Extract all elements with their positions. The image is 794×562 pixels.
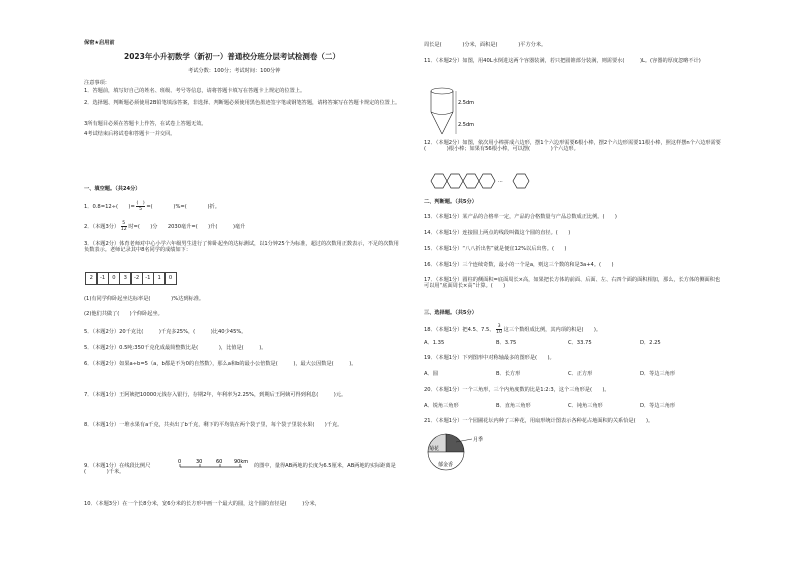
grid-cell: 0 bbox=[108, 272, 120, 285]
question-9-part-b: 的图中，量得AB两地的长度为6.5厘米，AB两地的实际距离是( )千米。 bbox=[84, 463, 396, 476]
section-3-heading: 三、选择题。（共5分） bbox=[424, 310, 477, 316]
pie-label-juhua: 菊花 bbox=[429, 446, 440, 452]
note-2: 2．选择题、判断题必须使用2B铅笔填涂答案，非选择、判断题必须使用黑色墨迹签字笔或钢笔答题，请将答案写在答题卡规定的位置上。 bbox=[84, 100, 401, 106]
fraction: $\frac{3}{10}$ bbox=[496, 324, 503, 335]
grid-cell: 3 bbox=[119, 272, 131, 285]
question-7: 7．（本题1分）王阿姨把10000元钱存入银行，存期2年，年利率为2.25%，到期后王阿姨可得到利息( )元。 bbox=[84, 392, 347, 398]
scale-tick-label: 0 bbox=[178, 459, 182, 465]
score-grid bbox=[86, 272, 177, 285]
q18-option-c[interactable]: C．33.75 bbox=[568, 340, 592, 346]
cylinder-cone-figure bbox=[428, 86, 488, 138]
question-21: 21．（本题1分）一个园圃花坛内种了三种花，用扇形统计图表示各种花占地面积的关系恰是( )。 bbox=[424, 418, 654, 424]
fraction: $\frac{5}{12}$ bbox=[120, 221, 127, 232]
question-4: 5．（本题2分）20千克比( )千克多25%，( )比40少45%。 bbox=[84, 329, 247, 335]
q20-option-c[interactable]: C．钝角三角形 bbox=[568, 403, 603, 409]
dimension-label: 2.5dm bbox=[458, 100, 474, 106]
grid-cell: -1 bbox=[97, 272, 109, 285]
hexagon-sequence-figure bbox=[430, 172, 540, 192]
question-5: 5．（本题2分）0.5吨:350千克化成最简整数比是( )，比值是( )。 bbox=[84, 345, 267, 351]
question-16: 16．（本题1分）三个连续奇数，最小的一个是a，则这三个数的和是3a+4。( ) bbox=[424, 262, 614, 268]
q19-option-b[interactable]: B．长方形 bbox=[496, 371, 521, 377]
grid-cell: 1 bbox=[153, 272, 165, 285]
note-3: 3所有题目必须在答题卡上作答，在试卷上答题无效。 bbox=[84, 121, 207, 127]
question-3-sub-1: (1)有同学仰卧起坐达标率是( )%达到标准。 bbox=[84, 296, 205, 302]
question-13: 13．（本题1分）某产品的合格率一定，产品的合格数量与产品总数成正比例。( ) bbox=[424, 214, 617, 220]
pie-chart-figure bbox=[424, 430, 494, 476]
grid-cell: -2 bbox=[131, 272, 143, 285]
q20-option-a[interactable]: A．锐角三角形 bbox=[424, 403, 459, 409]
question-14: 14．（本题1分）连接圆上两点的线段叫做这个圆的直径。( ) bbox=[424, 230, 571, 236]
question-15: 15．（本题1分）“八八折出售”就是便宜12%以后出售。( ) bbox=[424, 246, 567, 252]
exam-title: 2023年小升初数学（新初一）普通校分班分层考试检测卷（二） bbox=[124, 52, 340, 61]
question-8: 8．（本题1分）一堆水果有a千克，共卖出了b千克，剩下的平均装在两个袋子里，每个袋子里装水果( )千克。 bbox=[84, 422, 343, 428]
notes-heading: 注意事项： bbox=[84, 80, 110, 86]
question-19: 19．（本题1分）下列图形中对称轴最多的图形是( )。 bbox=[424, 355, 555, 361]
question-2: 2．（本题3分） $\frac{5}{12}$ 时=( )分 2030毫升=( )升( )毫升 bbox=[84, 221, 246, 232]
q19-option-c[interactable]: C．正方形 bbox=[568, 371, 593, 377]
q19-option-d[interactable]: D．等边三角形 bbox=[640, 371, 676, 377]
question-3-sub-2: (2)他们共做了( )个仰卧起坐。 bbox=[84, 311, 163, 317]
q20-option-b[interactable]: B．直角三角形 bbox=[496, 403, 531, 409]
question-18: 18．（本题1分）把4.5、7.5、 $\frac{3}{10}$ 这三个数组成比例，其内项的积是( )。 bbox=[424, 324, 602, 335]
question-20: 20．（本题1分）一个三角形，三个内角度数的比是1:2:3，这个三角形是( )。 bbox=[424, 387, 610, 393]
ellipsis: ··· bbox=[498, 179, 503, 185]
section-2-heading: 二、判断题。（共5分） bbox=[424, 199, 477, 205]
secret-label: 保密★启用前 bbox=[84, 40, 115, 46]
question-10-continued: 周长是( )分米，面积是( )平方分米。 bbox=[424, 42, 547, 48]
question-12: 12．（本题2分）如图，依次用小棒拼成六边形，摆1个六边形需要6根小棒，摆2个六边形需要11根小棒，照这样摆n个六边形需要( )根小棒；如果有56根小棒，可以摆( )个六边形。 bbox=[424, 140, 721, 153]
q20-option-d[interactable]: D．等边三角形 bbox=[640, 403, 676, 409]
grid-cell: 0 bbox=[165, 272, 177, 285]
q19-option-a[interactable]: A．圆 bbox=[424, 371, 438, 377]
pie-slice-yueji bbox=[446, 434, 464, 452]
question-1: 1．0.8=12÷( )= $\frac{( )}{5}$ =( )%=( )折。 bbox=[84, 201, 220, 212]
question-11: 11．（本题2分）如图，用40L水倒进这两个容器装满，若只把圆锥部分装满，则需要水( )L。(容器的厚度忽略不计) bbox=[424, 58, 701, 64]
scale-tick-label: 30 bbox=[196, 459, 203, 465]
scale-tick-label: 60 bbox=[216, 459, 223, 465]
question-6: 6．（本题2分）如果a÷b=5（a，b都是不为0的自然数），那么a和b的最小公倍数是( )，最大公因数是( )。 bbox=[84, 361, 357, 367]
pie-label-yueji: 月季 bbox=[473, 437, 484, 443]
question-17: 17．（本题1分）圆柱的侧面积=底面周长×高，如果把长方体的前面、后面、左、右四个面的面积相加，那么，长方体的侧面积也可以用“底面周长×高”计算。( ) bbox=[424, 277, 721, 290]
exam-info: 考试分数：100分；考试时间：100分钟 bbox=[188, 68, 281, 74]
grid-cell: 2 bbox=[85, 272, 97, 285]
pie-label-yujinxiang: 郁金香 bbox=[438, 462, 454, 468]
q18-option-d[interactable]: D．2.25 bbox=[640, 340, 661, 346]
note-1: 1．答题前，填写好自己的姓名、班级、考号等信息，请将答题卡填写在答题卡上规定的位置上。 bbox=[84, 88, 306, 94]
grid-cell: -1 bbox=[142, 272, 154, 285]
scale-tick-label: 90km bbox=[234, 459, 249, 465]
fraction: $\frac{( )}{5}$ bbox=[136, 201, 145, 212]
question-10: 10．（本题3分）在一个长8分米，宽6分米的长方形中画一个最大的圆，这个圆的直径是( )分米， bbox=[84, 501, 320, 507]
q18-option-a[interactable]: A．1.35 bbox=[424, 340, 445, 346]
q18-option-b[interactable]: B．3.75 bbox=[496, 340, 517, 346]
question-9-part-a: 9．（本题1分）在线段比例尺 bbox=[84, 463, 151, 469]
note-4: 4考试结束后将试卷和答题卡一并交回。 bbox=[84, 131, 176, 137]
question-3: 3．（本题2分）体育老师对中心小学六年级男生进行了仰卧起坐的达标测试，以1分钟25个为标准，超过的次数用正数表示，不足的次数用负数表示。老师记录其中8名同学的成绩如下： bbox=[84, 241, 399, 254]
section-1-heading: 一、填空题。（共24分） bbox=[84, 186, 141, 192]
dimension-label: 2.5dm bbox=[458, 122, 474, 128]
